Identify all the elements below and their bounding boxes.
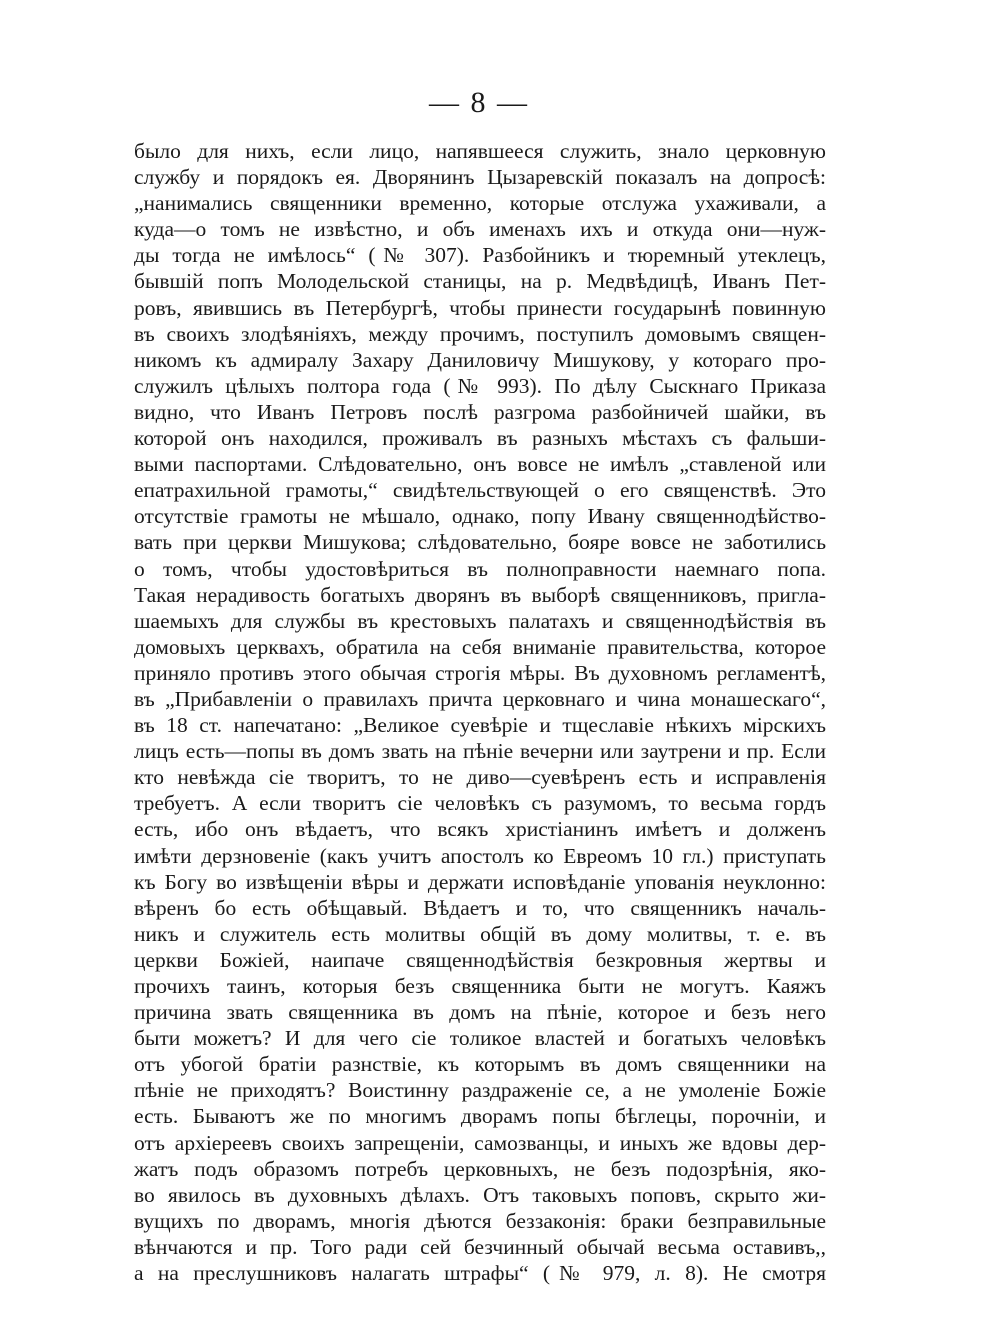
body-text — [134, 138, 826, 1286]
text-line: о томъ, чтобы удостовѣриться въ полноправности наемнаго попа. — [134, 556, 826, 581]
text-line: въ своихъ злодѣяніяхъ, между прочимъ, поступилъ домовымъ священ- — [134, 321, 826, 346]
text-line: вѣнчаются и пр. Того ради сей безчинный обычай весьма оставивъ,, — [134, 1234, 826, 1259]
text-line: куда—о томъ не извѣстно, и объ именахъ ихъ и откуда они—нуж- — [134, 217, 826, 242]
text-line: „нанимались священники временно, которые отслужа ухаживали, а — [134, 191, 826, 216]
text-line: никомъ къ адмиралу Захару Даниловичу Мишукову, у котораго про- — [134, 347, 826, 372]
text-line: вать при церкви Мишукова; слѣдовательно, бояре вовсе не заботились — [134, 530, 826, 555]
text-line: требуетъ. А если творитъ сіе человѣкъ съ разумомъ, то весьма гордъ — [134, 791, 826, 816]
text-line: никъ и служитель есть молитвы общій въ дому молитвы, т. е. въ — [134, 921, 826, 946]
text-line: прочихъ таинъ, которыя безъ священника быти не могутъ. Каяжъ — [134, 974, 826, 998]
text-line: есть, ибо онъ вѣдаетъ, что всякъ христіанинъ имѣетъ и долженъ — [134, 817, 826, 842]
text-line: пѣніе не приходятъ? Воистинну раздраженіе се, а не умоленіе Божіе — [134, 1078, 826, 1103]
text-line: быти можетъ? И для чего сіе толикое властей и богатыхъ человѣкъ — [134, 1026, 826, 1051]
text-line: отъ убогой братіи разнствіе, къ которымъ въ домъ священники на — [134, 1052, 826, 1077]
text-line: кто невѣжда сіе творитъ, то не диво—суевѣренъ есть и исправленія — [134, 765, 826, 790]
text-line: шаемыхъ для службы въ крестовыхъ палатахъ и священнодѣйствія въ — [134, 608, 826, 633]
text-line: епатрахильной грамоты,“ свидѣтельствующей о его священствѣ. Это — [134, 478, 826, 503]
text-line: во явилось въ духовныхъ дѣлахъ. Отъ таковыхъ поповъ, скрыто жи- — [134, 1182, 826, 1207]
text-line: отъ архіереевъ своихъ запрещеніи, самозванцы, и иныхъ же вдовы дер- — [134, 1130, 826, 1155]
text-line: въ „Прибавленіи о правилахъ причта церковнаго и чина монашескаго“, — [134, 686, 826, 711]
text-line: вѣренъ бо есть обѣщавый. Вѣдаетъ и то, что священникъ началь- — [134, 895, 826, 920]
text-line: которой онъ находился, проживалъ въ разныхъ мѣстахъ съ фальши- — [134, 426, 826, 451]
text-line: было для нихъ, если лицо, напявшееся служить, знало церковную — [134, 139, 826, 163]
page-number: — 8 — — [429, 86, 529, 119]
text-line: вущихъ по дворамъ, многія дѣются беззаконія: браки безправильные — [134, 1208, 826, 1233]
text-line: жатъ подъ образомъ потребъ церковныхъ, не безъ подозрѣнія, яко- — [134, 1156, 826, 1181]
text-line: въ 18 ст. напечатано: „Великое суевѣріе и тщеславіе нѣкихъ мірскихъ — [134, 713, 826, 738]
text-line: выми паспортами. Слѣдовательно, онъ вовсе не имѣлъ „ставленой или — [134, 452, 826, 477]
text-line: Такая нерадивость богатыхъ дворянъ въ выборѣ священниковъ, пригла- — [134, 582, 826, 607]
text-line: ды тогда не имѣлось“ (№ 307). Разбойникъ и тюремный утеклецъ, — [134, 243, 826, 268]
text-line: а на преслушниковъ налагать штрафы“ (№ 979, л. 8). Не смотря — [134, 1261, 826, 1286]
text-line: лицъ есть—попы въ домъ звать на пѣніе вечерни или заутрени и пр. Если — [134, 739, 826, 764]
text-line: бывшій попъ Молодельской станицы, на р. Медвѣдицѣ, Иванъ Пет- — [134, 269, 826, 294]
text-line: домовыхъ церквахъ, обратила на себя вниманіе правительства, которое — [134, 634, 826, 659]
text-line: церкви Божіей, наипаче священнодѣйствія безкровныя жертвы и — [134, 947, 826, 972]
text-line: ровъ, явившись въ Петербургѣ, чтобы принести государынѣ повинную — [134, 295, 826, 320]
text-line: есть. Бываютъ же по многимъ дворамъ попы бѣглецы, порочніи, и — [134, 1104, 826, 1129]
text-line: службу и порядокъ ея. Дворянинъ Цызаревскій показалъ на допросѣ: — [134, 165, 826, 190]
text-line: отсутствіе грамоты не мѣшало, однако, попу Ивану священнодѣйство- — [134, 504, 826, 529]
text-line: къ Богу во извѣщеніи вѣры и держати исповѣданіе упованія неуклонно: — [134, 869, 826, 894]
text-line: служилъ цѣлыхъ полтора года (№ 993). По дѣлу Сыскнаго Приказа — [134, 373, 826, 398]
text-line: приняло противъ этого обычая строгія мѣры. Въ духовномъ регламентѣ, — [134, 660, 826, 685]
text-line: видно, что Иванъ Петровъ послѣ разгрома разбойничей шайки, въ — [134, 399, 826, 424]
text-line: причина звать священника въ домъ на пѣніе, которое и безъ него — [134, 1000, 826, 1025]
text-line: имѣти дерзновеніе (какъ учитъ апостолъ ко Евреомъ 10 гл.) приступать — [134, 843, 826, 868]
